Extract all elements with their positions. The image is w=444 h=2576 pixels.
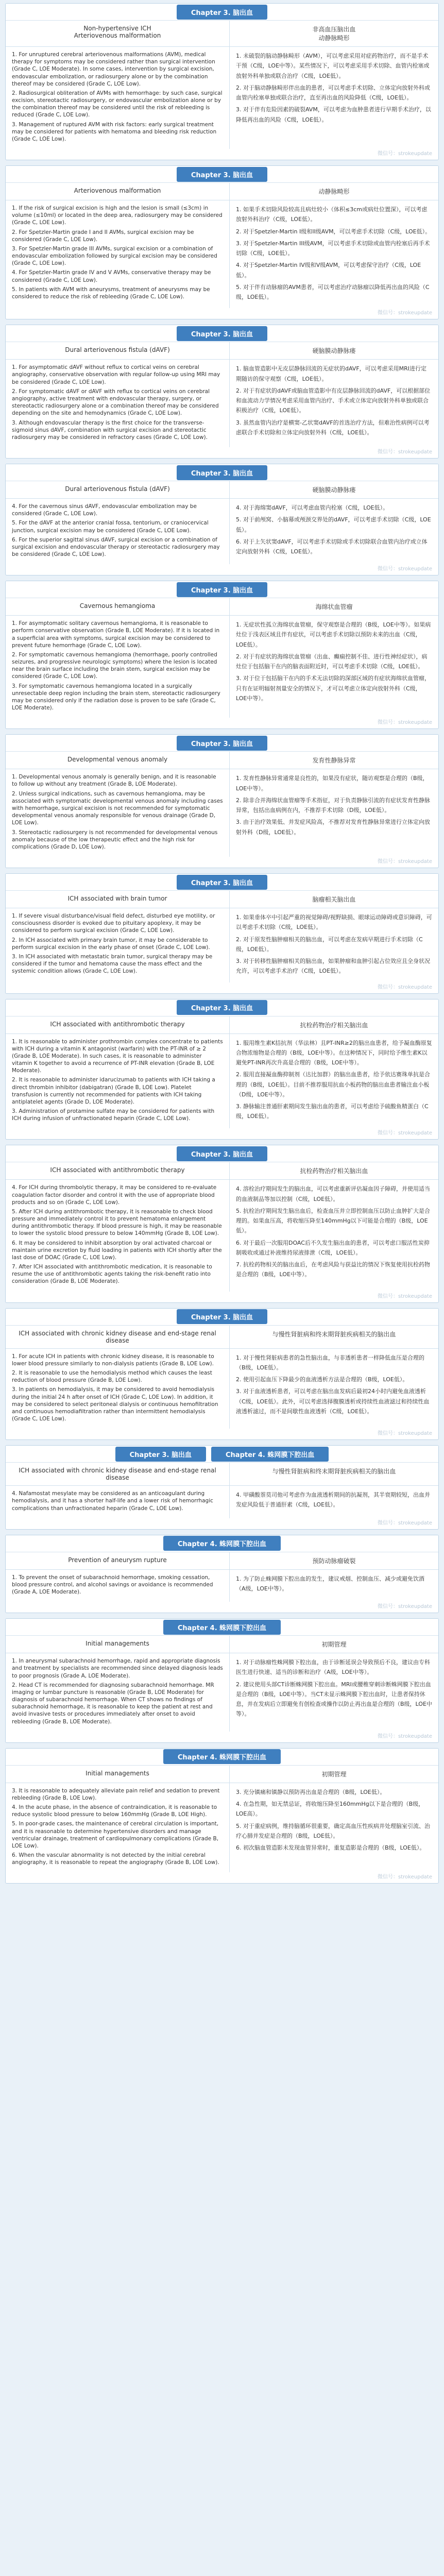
recommendation-cn: 3. 对于Spetzler-Martin III级AVM，可以考虑手术切除或血管内栓塞后再手术切除（C级，LOE低）。 [236, 240, 430, 257]
section-body-en [6, 1783, 230, 1873]
recommendation-en: 5. In patients with AVM with aneurysms, treatment of aneurysms may be considered to reduce the risk of rebleeding (Grade C, LOE Low). [12, 286, 210, 300]
section-body-cn [230, 1570, 438, 1602]
section-title-cn: 与慢性肾脏病和终末期肾脏疾病相关的脑出血 [272, 1330, 396, 1338]
section-body-row [6, 200, 438, 308]
section-body-cn [230, 1034, 438, 1129]
recommendation-cn: 5. 对于重症病例，维持脑循环很重要，确定高血压性疾病并处理脑室引流、治疗心肺并发症是合理的（B级，LOE低）。 [236, 1822, 430, 1839]
watermark: 微信号：strokeupdate [378, 984, 432, 990]
recommendation-cn: 2. 除非合并海绵状血管瘤等手术指征，对于负责静脉引流的有症状发育性静脉异常，包括出血病例在内，不推荐手术切除（D级，LOE低）。 [236, 796, 430, 814]
section-body-en [6, 200, 230, 308]
recommendation-en: 1. For asymptomatic dAVF without reflux to cortical veins on cerebral angiography, conservative observation with regular follow-up using MRI may be considered (Grade C, LOE Low). [12, 364, 220, 385]
recommendation-en: 1. Developmental venous anomaly is generally benign, and it is reasonable to follow up without any treatment (Grade B, LOE Moderate). [12, 774, 216, 788]
recommendation-en: 4. For the cavernous sinus dAVF, endovascular embolization may be considered (Grade C, LOE Low). [12, 503, 197, 517]
recommendation-en: 6. For the superior sagittal sinus dAVF, surgical excision or a combination of surgical excision and endovascular therapy or stereotactic radiosurgery may be considered (Grade C, LOE Low). [12, 536, 220, 558]
recommendation-en: 3. For symptomatic cavernous hemangioma located in a surgically unresectable deep region including the brain stem, stereotactic radiosurgery may be considered only if the radiation dose is proven to be safe (Grade C, LOE Moderate). [12, 683, 220, 711]
recommendation-cn: 2. 对于有症状的海绵状血管瘤（出血、癫痫控制不佳、进行性神经症状），病灶位于包括脑干在内的脑表面附近时，可以考虑手术切除（C级，LOE低）。 [236, 653, 428, 670]
recommendation-en: 1. If severe visual disturbance/visual field defect, disturbed eye motility, or consciousness disorder is evoked due to pituitary apoplexy, it may be considered to perform surgical excision (Grade C, LOE Low). [12, 913, 215, 934]
recommendation-en: 3. For Spetzler-Martin grade III AVMs, surgical excision or a combination of endovascular embolization followed by surgical excision may be considered (Grade C, LOE Low). [12, 245, 217, 267]
chapter-header [6, 464, 438, 481]
recommendation-en: 4. In the acute phase, in the absence of contraindication, it is reasonable to reduce systolic blood pressure to below 160mmHg (Grade B, LOE High). [12, 1804, 217, 1818]
chapter-label: Chapter 3. 脑出血 [177, 1146, 267, 1161]
chapter-header [6, 1535, 438, 1552]
guideline-section [5, 165, 439, 319]
recommendation-en: 2. It is reasonable to use the hemodialysis method which causes the least reduction of blood pressure (Grade B, LOE Low). [12, 1369, 212, 1384]
recommendation-en: 3. Administration of protamine sulfate may be considered for patients with ICH during infusion of unfractionated heparin (Grade C, LOE Low). [12, 1108, 215, 1122]
section-body-row [6, 616, 438, 718]
recommendation-cn: 2. 服用直接凝血酶抑制剂（达比加群）的脑出血患者，给予依达赛珠单抗是合理的（B级，LOE低）。目前不推荐服用抗血小板药物的脑出血患者输注血小板（D级，LOE中等）。 [236, 1071, 430, 1098]
chapter-label: Chapter 3. 脑出血 [177, 1309, 267, 1324]
recommendation-cn: 2. 建议使用头部CT诊断蛛网膜下腔出血。MRI或腰椎穿刺诊断蛛网膜下腔出血是合理的（B级，LOE中等）。当CT未显示蛛网膜下腔出血时，让患者保持休息，并在发病后立即避免有创检查或操作以防止再出血是合理的（B级，LOE中等）。 [236, 1681, 432, 1718]
recommendation-cn: 3. 对于血液透析患者，可以考虑在脑出血发病后最初24小时内避免血液透析（C级，LOE低）。此外，可以考虑选择腹膜透析或持续性血液滤过和持续性血液透析滤过，而不是间歇性血液透析（C级，LOE低）。 [236, 1388, 430, 1415]
section-title-row [6, 1162, 438, 1180]
recommendation-en: 1. For asymptomatic solitary cavernous hemangioma, it is reasonable to perform conservative observation (Grade B, LOE Moderate). If it is located in a superficial area with symptoms, surgical excision may be considered to prevent future hemorrhage (Grade C, LOE Low). [12, 620, 220, 649]
section-title-en: ICH associated with antithrombotic therapy [6, 1016, 230, 1033]
section-title-row [6, 21, 438, 47]
recommendation-en: 5. For the dAVF at the anterior cranial fossa, tentorium, or craniocervical junction, surgical excision may be considered (Grade C, LOE Low). [12, 520, 209, 534]
chapter-label: Chapter 4. 蛛网膜下腔出血 [163, 1749, 281, 1764]
recommendation-cn: 1. 服用维生素K拮抗剂（华法林）且PT-INR≥2的脑出血患者，给予凝血酶原复合物浓缩物是合理的（B级，LOE中等）。在这种情况下，同时给予维生素K以避免PT-INR再次升高是合理的（B级，LOE中等）。 [236, 1039, 432, 1066]
guideline-section [5, 999, 439, 1140]
recommendation-en: 1. In aneurysmal subarachnoid hemorrhage, rapid and appropriate diagnosis and treatment by specialists are recommended since delayed diagnosis leads to poor prognosis (Grade A, LOE Moderate). [12, 1658, 223, 1679]
chapter-label: Chapter 4. 蛛网膜下腔出血 [163, 1620, 281, 1635]
recommendation-en: 2. For symptomatic cavernous hemangioma (hemorrhage, poorly controlled seizures, and progressive neurologic symptoms) where the lesion is located near the brain surface including the brain stem, surgical excision may be considered (Grade C, LOE Low). [12, 651, 217, 680]
section-body-en [6, 769, 230, 857]
section-body-row [6, 47, 438, 149]
chapter-header [6, 1145, 438, 1162]
section-body-en [6, 1034, 230, 1129]
section-body-cn [230, 1349, 438, 1429]
section-body-en [6, 1653, 230, 1732]
recommendation-en: 5. In poor-grade cases, the maintenance of cerebral circulation is important, and it is reasonable to determine hypertensive disorders and manage ventricular drainage, treatment of cardiopulmonary complications (Grade B, LOE Low). [12, 1821, 219, 1849]
section-title-row [6, 1636, 438, 1653]
section-title-cn: 脑瘤相关脑出血 [312, 896, 356, 904]
watermark: 微信号：strokeupdate [378, 859, 432, 865]
guideline-section [5, 873, 439, 994]
chapter-header [6, 735, 438, 752]
section-body-cn [230, 1783, 438, 1873]
guideline-section [5, 3, 439, 160]
guideline-section [5, 1618, 439, 1743]
section-title-row [6, 891, 438, 908]
recommendation-en: 4. Nafamostat mesylate may be considered as an anticoagulant during hemodialysis, and it has a shorter half-life and a lower risk of hemorrhagic complications than unfractionated heparin (Grade C, LOE Low). [12, 1490, 213, 1512]
recommendation-en: 4. For ICH during thrombolytic therapy, it may be considered to re-evaluate coagulation factor disorder and control it with the use of appropriate blood products and so on (Grade C, LOE Low). [12, 1184, 217, 1206]
recommendation-en: 7. After ICH associated with antithrombotic medication, it is reasonable to resume the use of antithrombotic agents taking the risk-benefit ratio into consideration (Grade B, LOE Moderate). [12, 1264, 212, 1285]
recommendation-en: 2. Head CT is recommended for diagnosing subarachnoid hemorrhage. MR imaging or lumbar puncture is reasonable (Grade B, LOE Moderate) for diagnosis of subarachnoid hemorrhage. When CT shows no findings of subarachnoid hemorrhage, it is reasonable to keep the patient at rest and avoid invasive tests or procedures immediately after onset to avoid rebleeding (Grade B, LOE Moderate). [12, 1682, 214, 1725]
section-body-cn [230, 616, 438, 718]
recommendation-en: 2. For Spetzler-Martin grade I and II AVMs, surgical excision may be considered (Grade C, LOE Low). [12, 229, 194, 243]
recommendation-en: 3. In ICH associated with metastatic brain tumor, surgical therapy may be considered if the tumor and hematoma cause the mass effect and the systemic condition allows (Grade C, LOE Low). [12, 953, 213, 975]
section-title-row [6, 1552, 438, 1570]
recommendation-cn: 1. 脑血管造影中无皮层静脉回流的无症状的dAVF，可以考虑采用MRI进行定期随访的保守观察（C级，LOE低）。 [236, 365, 427, 382]
recommendation-cn: 1. 如果手术切除风险较高且病灶较小（体积≤3cm或病灶位置深），可以考虑放射外科治疗（C级，LOE低）。 [236, 206, 428, 223]
recommendation-en: 3. It is reasonable to adequately alleviate pain relief and sedation to prevent rebleeding (Grade B, LOE Low). [12, 1787, 220, 1801]
recommendation-cn: 4. 对于Spetzler-Martin IV级和V级AVM，可以考虑保守治疗（C级，LOE低）。 [236, 262, 421, 279]
recommendation-en: 1. It is reasonable to administer prothrombin complex concentrate to patients with ICH during a vitamin K antagonist (warfarin) with the PT-INR of ≥ 2 (Grade B, LOE Moderate). In such cases, it is reasonable to administer vitamin K together to avoid a recurrence of PT-INR elevation (Grade B, LOE Moderate). [12, 1038, 223, 1074]
recommendation-cn: 4. 溶栓治疗期间发生的脑出血，可以考虑重新评估凝血因子障碍，并使用适当的血液制品等加以控制（C级，LOE低）。 [236, 1185, 430, 1202]
chapter-label: Chapter 3. 脑出血 [115, 1447, 206, 1462]
recommendation-cn: 5. 对于前颅窝、小脑幕或颅颈交界处的dAVF，可以考虑手术切除（C级，LOE低）。 [236, 516, 431, 533]
page [5, 0, 439, 1884]
section-title-en: Dural arteriovenous fistula (dAVF) [6, 481, 230, 498]
section-title-en: ICH associated with brain tumor [6, 891, 230, 908]
section-title-cn: 硬脑膜动静脉瘘 [312, 486, 356, 494]
section-body-row [6, 769, 438, 857]
watermark: 微信号：strokeupdate [378, 1431, 432, 1437]
recommendation-en: 3. In patients on hemodialysis, it may be considered to avoid hemodialysis during the initial 24 h after onset of ICH (Grade C, LOE Low). In addition, it may be considered to select peritoneal dialysis or continuous hemofiltration and continuous hemodiafiltration rather than intermittent hemodialysis (Grade C, LOE Low). [12, 1386, 218, 1422]
recommendation-en: 6. When the vascular abnormality is not detected by the initial cerebral angiography, it is reasonable to repeat the angiography (Grade B, LOE Low). [12, 1852, 219, 1866]
recommendation-en: 4. For Spetzler-Martin grade IV and V AVMs, conservative therapy may be considered (Grade C, LOE Low). [12, 269, 211, 283]
chapter-header [6, 1446, 438, 1463]
chapter-label: Chapter 3. 脑出血 [177, 465, 267, 480]
recommendation-cn: 1. 为了防止蛛网膜下腔出血的发生，建议戒烟、控制血压、减少或避免饮酒（A级，LOE中等）。 [236, 1575, 424, 1592]
section-title-cn: 与慢性肾脏病和终末期肾脏疾病相关的脑出血 [272, 1468, 396, 1476]
recommendation-en: 1. If the risk of surgical excision is high and the lesion is small (≤3cm) in volume (≤10ml) or located in the deep area, radiosurgery may be considered (Grade C, LOE Low). [12, 205, 223, 226]
section-body-row [6, 908, 438, 982]
chapter-header [6, 581, 438, 598]
section-title-en: Prevention of aneurysm rupture [6, 1552, 230, 1569]
section-title-cn: 预防动脉瘤破裂 [312, 1557, 356, 1565]
section-title-row [6, 1016, 438, 1034]
section-body-cn [230, 360, 438, 447]
watermark: 微信号：strokeupdate [378, 1874, 432, 1880]
section-body-en [6, 908, 230, 982]
recommendation-cn: 3. 静脉输注普通肝素期间发生脑出血的患者，可以考虑给予硫酸鱼精蛋白（C级，LOE低）。 [236, 1103, 429, 1120]
section-body-row [6, 1570, 438, 1602]
section-title-cn: 非高血压脑出血 动静脉畸形 [312, 26, 356, 42]
section-body-en [6, 499, 230, 564]
chapter-label: Chapter 3. 脑出血 [177, 167, 267, 182]
recommendation-cn: 1. 发育性静脉异常通常是良性的，如果没有症状，随访观察是合理的（B级，LOE中等）。 [236, 775, 429, 792]
section-body-row [6, 1349, 438, 1429]
watermark: 微信号：strokeupdate [378, 310, 432, 316]
section-body-cn [230, 1180, 438, 1291]
section-title-en: ICH associated with chronic kidney disease and end-stage renal disease [6, 1326, 230, 1348]
section-body-en [6, 47, 230, 149]
section-body-row [6, 1180, 438, 1291]
chapter-header [6, 325, 438, 342]
section-title-cn: 抗栓药物治疗相关脑出血 [300, 1021, 368, 1029]
chapter-label: Chapter 3. 脑出血 [177, 736, 267, 751]
recommendation-en: 1. To prevent the onset of subarachnoid hemorrhage, smoking cessation, blood pressure control, and alcohol savings or avoidance is recommended (Grade A, LOE Moderate). [12, 1574, 213, 1596]
recommendation-cn: 5. 抗栓治疗期间发生脑出血后，检查血压并立即控制血压以防止血肿扩大是合理的。如果血压高，将收缩压降至140mmHg以下可能是合理的（B级，LOE低）。 [236, 1207, 430, 1234]
section-title-cn: 初期管理 [321, 1770, 347, 1778]
recommendation-cn: 2. 对于Spetzler-Martin I级和II级AVM，可以考虑手术切除（C级，LOE低）。 [236, 228, 431, 235]
recommendation-en: 5. After ICH during antithrombotic therapy, it is reasonable to check blood pressure and immediately control it to prevent hematoma enlargement during antithrombotic therapy. If blood pressure is high, it may be reasonable to lower the systolic blood pressure to below 140mmHg (Grade B, LOE Low). [12, 1208, 222, 1237]
chapter-header [6, 1619, 438, 1636]
recommendation-cn: 4. 甲磺酸萘莫司他可考虑作为血液透析期间的抗凝剂，其半衰期较短，出血并发症风险低于普通肝素（C级，LOE低）。 [236, 1492, 430, 1509]
section-body-cn [230, 1653, 438, 1732]
chapter-label: Chapter 3. 脑出血 [177, 326, 267, 341]
section-title-row [6, 1766, 438, 1783]
recommendation-en: 1. For unruptured cerebral arteriovenous malformations (AVM), medical therapy for symptoms may be considered rather than surgical intervention (Grade C, LOE Moderate). In some cases, intervention by surgical excision, endovascular embolization, or radiosurgery alone or by the combination thereof may be considered (Grade C, LOE Low). [12, 52, 215, 87]
sections-container [5, 3, 439, 1884]
section-title-cn: 海绵状血管瘤 [315, 603, 353, 611]
recommendation-cn: 2. 对于有症状的dAVF或脑血管造影中有皮层静脉回流的dAVF，可以根据部位和血流动力学情况考虑采用血管内治疗、手术或立体定向放射外科单独或联合积极治疗（C级，LOE低）。 [236, 387, 431, 414]
recommendation-en: 2. Radiosurgical obliteration of AVMs with hemorrhage: by such case, surgical excision, stereotactic radiosurgery, or endovascular embolization alone or by the combination thereof may be considered until the risk of rebleeding is reduced (Grade C, LOE Low). [12, 90, 223, 118]
recommendation-en: 2. Unless surgical indications, such as cavernous hemangioma, may be associated with symptomatic developmental venous anomaly including cases with hemorrhage, surgical excision is not recommended for symptomatic developmental venous anomaly responsible for venous drainage (Grade D, LOE Low). [12, 790, 223, 826]
recommendation-cn: 1. 无症状性孤立海绵状血管瘤，保守观察是合理的（B级，LOE中等）。如果病灶位于浅表区域且伴有症状，可以考虑手术切除以预防未来的出血（C级，LOE低）。 [236, 621, 431, 648]
watermark: 微信号：strokeupdate [378, 1130, 432, 1137]
chapter-label: Chapter 3. 脑出血 [177, 1000, 267, 1015]
recommendation-cn: 3. 由于治疗效果低、并发症风险高，不推荐对发育性静脉异常进行立体定向放射外科（D级，LOE低）。 [236, 819, 430, 836]
watermark: 微信号：strokeupdate [378, 1520, 432, 1526]
recommendation-en: 3. Stereotactic radiosurgery is not recommended for developmental venous anomaly because of the low therapeutic effect and the high risk for complications (Grade D, LOE Low). [12, 829, 218, 850]
recommendation-cn: 1. 如果垂体卒中引起严重的视觉障碍/视野缺损、眼球运动障碍或意识障碍，可以考虑手术切除（C级，LOE低）。 [236, 914, 432, 931]
section-body-cn [230, 499, 438, 564]
section-title-en: Initial managements [6, 1636, 230, 1653]
guideline-section [5, 325, 439, 459]
recommendation-cn: 4. 对于海绵窦dAVF，可以考虑血管内栓塞（C级，LOE低）。 [236, 504, 389, 512]
recommendation-en: 3. Although endovascular therapy is the first choice for the transverse-sigmoid sinus dAVF, combination with surgical excision and stereotactic radiosurgery may be considered in refractory cases (Grade C, LOE Low). [12, 419, 208, 440]
guideline-section [5, 1308, 439, 1440]
section-body-cn [230, 1486, 438, 1518]
chapter-label: Chapter 4. 蛛网膜下腔出血 [163, 1536, 281, 1551]
section-body-cn [230, 769, 438, 857]
recommendation-en: 2. For symptomatic dAVF or dAVF with reflux to cortical veins on cerebral angiography, active treatment with endovascular therapy, surgery, or stereotactic radiosurgery alone or a combination thereof may be considered depending on the site and hemodynamics (Grade C, LOE Low). [12, 388, 219, 417]
section-body-cn [230, 47, 438, 149]
section-body-row [6, 499, 438, 564]
section-title-en: Cavernous hemangioma [6, 598, 230, 615]
guideline-section [5, 581, 439, 729]
section-body-row [6, 1486, 438, 1518]
guideline-section [5, 1748, 439, 1884]
section-title-row [6, 1326, 438, 1349]
watermark: 微信号：strokeupdate [378, 566, 432, 572]
section-body-row [6, 1034, 438, 1129]
section-body-cn [230, 908, 438, 982]
section-title-en: Initial managements [6, 1766, 230, 1783]
section-title-row [6, 481, 438, 499]
section-title-row [6, 598, 438, 616]
recommendation-cn: 3. 对于转移性脑肿瘤相关的脑出血，如果肿瘤和血肿引起占位效应且全身状况允许，可以考虑手术治疗（C级，LOE低）。 [236, 958, 430, 975]
recommendation-cn: 1. 对于动脉瘤性蛛网膜下腔出血，由于诊断延误会导致预后不良，建议由专科医生进行快速、适当的诊断和治疗（A级，LOE中等）。 [236, 1659, 430, 1676]
chapter-label: Chapter 3. 脑出血 [177, 582, 267, 597]
section-title-en: Arteriovenous malformation [6, 183, 230, 200]
recommendation-cn: 6. 初次脑血管造影未发现血管异常时，重复造影是合理的（B级，LOE低）。 [236, 1844, 425, 1852]
chapter-label: Chapter 3. 脑出血 [177, 5, 267, 20]
guideline-section [5, 734, 439, 868]
guideline-section [5, 1145, 439, 1302]
section-title-en: Non-hypertensive ICH Arteriovenous malformation [6, 21, 230, 46]
section-body-row [6, 360, 438, 447]
guideline-section [5, 1445, 439, 1530]
recommendation-cn: 7. 抗栓药物相关的脑出血后，在考虑风险与获益比的情况下恢复使用抗栓药物是合理的（B级，LOE中等）。 [236, 1261, 430, 1278]
section-title-en: ICH associated with antithrombotic therapy [6, 1162, 230, 1179]
recommendation-en: 3. Management of ruptured AVM with risk factors: early surgical treatment may be considered for patients with hematoma and bleeding risk reduction (Grade C, LOE Low). [12, 121, 217, 142]
section-body-row [6, 1783, 438, 1873]
chapter-header [6, 999, 438, 1016]
watermark: 微信号：strokeupdate [378, 1733, 432, 1739]
recommendation-en: 6. It may be considered to inhibit absorption by oral activated charcoal or maintain urine excretion by fluid loading in patients with ICH shortly after the last dose of DOAC (Grade C, LOE Low). [12, 1240, 222, 1261]
watermark: 微信号：strokeupdate [378, 1604, 432, 1610]
section-title-cn: 发育性静脉异常 [312, 757, 356, 765]
chapter-header [6, 166, 438, 183]
guideline-section [5, 464, 439, 575]
section-title-cn: 动静脉畸形 [318, 188, 350, 196]
section-title-cn: 抗栓药物治疗相关脑出血 [300, 1167, 368, 1175]
section-title-en: ICH associated with chronic kidney disease and end-stage renal disease [6, 1463, 230, 1485]
chapter-header [6, 874, 438, 891]
chapter-label-secondary: Chapter 4. 蛛网膜下腔出血 [211, 1447, 329, 1462]
recommendation-cn: 3. 充分镇痛和镇静以预防再出血是合理的（B级，LOE低）。 [236, 1788, 386, 1795]
watermark: 微信号：strokeupdate [378, 449, 432, 455]
section-title-cn: 初期管理 [321, 1641, 347, 1649]
section-body-en [6, 1570, 230, 1602]
recommendation-en: 2. In ICH associated with primary brain tumor, it may be considerable to perform surgical excision in the early phase of onset (Grade C, LOE Low). [12, 937, 210, 951]
section-body-en [6, 616, 230, 718]
section-body-row [6, 1653, 438, 1732]
recommendation-cn: 6. 对于上矢状窦dAVF，可以考虑手术切除或手术切除联合血管内治疗或立体定向放射外科（C级，LOE低）。 [236, 538, 428, 555]
recommendation-cn: 3. 对于位于包括脑干在内的手术无法切除的深部区域的有症状海绵状血管瘤，只有在证明辐射剂量安全的情况下，才可以考虑立体定向放射外科（C级，LOE中等）。 [236, 675, 430, 702]
section-body-en [6, 1349, 230, 1429]
recommendation-en: 2. It is reasonable to administer idarucizumab to patients with ICH taking a direct thrombin inhibitor (dabigatran) (Grade B, LOE Low). Platelet transfusion is currently not recommended for patients with ICH taking antiplatelet agents (Grade D, LOE Moderate). [12, 1077, 215, 1105]
recommendation-cn: 2. 使用引起血压下降最少的血液透析方法是合理的（B级，LOE低）。 [236, 1376, 408, 1383]
recommendation-cn: 5. 对于伴有动脉瘤的AVM患者，可以考虑治疗动脉瘤以降低再出血的风险（C级，LOE低）。 [236, 283, 430, 301]
recommendation-cn: 1. 未破裂的脑动静脉畸形（AVM），可以考虑采用对症药物治疗，而不是手术干预（C级，LOE中等）。某些情况下，可以考虑采用手术切除、血管内栓塞或放射外科单独或联合治疗（C级，LOE低）。 [236, 53, 430, 79]
chapter-header [6, 1749, 438, 1766]
section-title-row [6, 183, 438, 200]
section-body-en [6, 1486, 230, 1518]
section-body-en [6, 360, 230, 447]
recommendation-cn: 3. 对于伴有危险因素的破裂AVM，可以考虑为血肿患者进行早期手术治疗，以降低再出血的风险（C级，LOE低）。 [236, 106, 431, 123]
recommendation-cn: 2. 对于脑动静脉畸形伴出血的患者，可以考虑手术切除、立体定向放射外科或血管内栓塞单独或联合治疗，直至再出血的风险降低（C级，LOE低）。 [236, 84, 430, 101]
recommendation-cn: 2. 对于原发性脑肿瘤相关的脑出血，可以考虑在发病早期进行手术切除（C级，LOE低）。 [236, 936, 423, 953]
section-body-cn [230, 200, 438, 308]
watermark: 微信号：strokeupdate [378, 1293, 432, 1299]
recommendation-cn: 4. 在急性期，如无禁忌证，将收缩压降至160mmHg以下是合理的（B级，LOE高）。 [236, 1801, 424, 1818]
section-title-en: Developmental venous anomaly [6, 752, 230, 769]
section-title-cn: 硬脑膜动静脉瘘 [312, 347, 356, 355]
section-title-en: Dural arteriovenous fistula (dAVF) [6, 342, 230, 359]
recommendation-cn: 1. 对于慢性肾脏病患者的急性脑出血，与非透析患者一样降低血压是合理的（B级，LOE低）。 [236, 1354, 424, 1371]
recommendation-en: 1. For acute ICH in patients with chronic kidney disease, it is reasonable to lower blood pressure similarly to non-dialysis patients (Grade B, LOE Low). [12, 1353, 214, 1367]
section-title-row [6, 752, 438, 769]
guideline-section [5, 1535, 439, 1614]
recommendation-cn: 3. 虽然血管内治疗是横窦-乙状窦dAVF的首选治疗方法，但难治性病例可以考虑联合手术切除和立体定向放射外科（C级，LOE低）。 [236, 419, 430, 436]
watermark: 微信号：strokeupdate [378, 151, 432, 157]
watermark: 微信号：strokeupdate [378, 720, 432, 726]
section-title-row [6, 342, 438, 360]
recommendation-cn: 6. 对于最后一次服用DOAC后不久发生脑出血的患者，可以考虑口服活性炭抑制吸收或通过补液维持尿液排泄（C级，LOE低）。 [236, 1239, 430, 1256]
section-title-row [6, 1463, 438, 1486]
chapter-header [6, 1309, 438, 1326]
chapter-header [6, 4, 438, 21]
section-body-en [6, 1180, 230, 1291]
chapter-label: Chapter 3. 脑出血 [177, 875, 267, 890]
